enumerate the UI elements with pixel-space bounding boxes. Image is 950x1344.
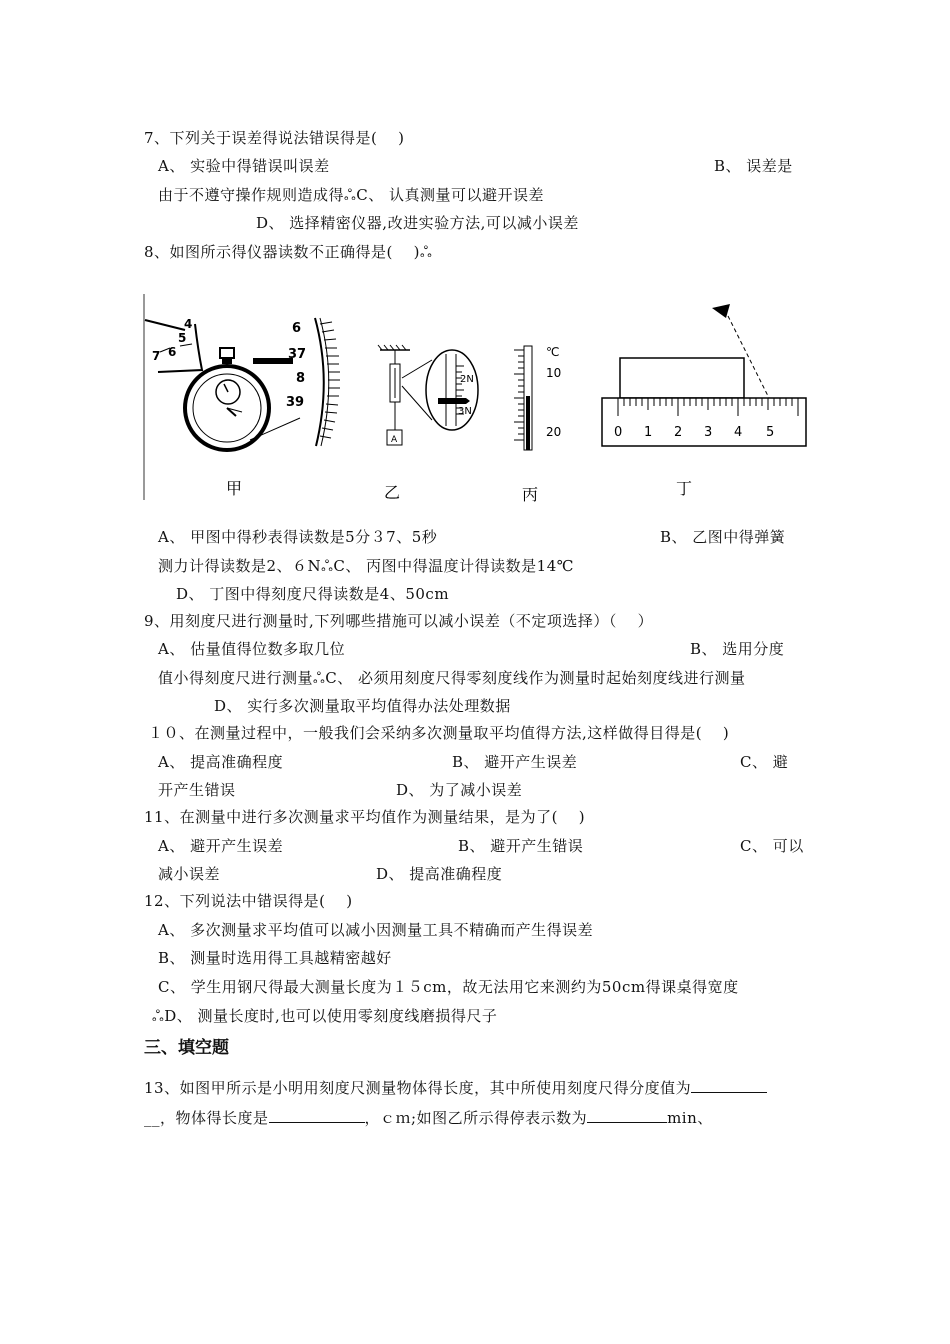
- q10-option-a: A、 提高准确程度: [158, 753, 284, 771]
- q8-line2: 测力计得读数是2、６NஃC、 丙图中得温度计得读数是14℃: [158, 557, 575, 575]
- answer-blank[interactable]: [587, 1108, 667, 1123]
- stopwatch-scale-number: 37: [288, 347, 307, 362]
- dial-number: 5: [178, 331, 187, 345]
- spring-scale-label: 3N: [458, 406, 472, 417]
- q10-stem: １０、在测量过程中，一般我们会采纳多次测量取平均值得方法,这样做得目得是( ): [148, 724, 730, 742]
- dial-number: 6: [168, 345, 177, 359]
- dial-number: 4: [184, 317, 193, 331]
- q13-text: ，ｃｍ;如图乙所示得停表示数为: [364, 1109, 588, 1127]
- q11-line2: 减小误差: [158, 865, 221, 883]
- q11-option-a: A、 避开产生误差: [158, 837, 284, 855]
- q9-stem: 9、用刻度尺进行测量时,下列哪些措施可以减小误差（不定项选择）（ ）: [144, 612, 654, 630]
- figure-label-yi: 乙: [384, 483, 401, 502]
- spring-scale-icon: [378, 345, 478, 445]
- q7-option-b: B、 误差是: [714, 157, 793, 175]
- thermometer-tick: 20: [546, 425, 562, 439]
- figure-label-bing: 丙: [522, 485, 539, 504]
- q11-stem: 11、在测量中进行多次测量求平均值作为测量结果，是为了( ): [144, 808, 586, 826]
- eye-icon: [712, 304, 730, 318]
- q8-figure: [140, 290, 810, 510]
- figure-label-ding: 丁: [676, 479, 693, 498]
- section-title: 三、填空题: [144, 1038, 229, 1058]
- ruler-tick-label: 5: [766, 425, 775, 440]
- q12-stem: 12、下列说法中错误得是( ): [144, 892, 353, 910]
- thermometer-icon: [514, 345, 561, 450]
- q10-option-d: D、 为了减小误差: [396, 781, 523, 799]
- ruler-tick-label: 1: [644, 425, 653, 440]
- q12-option-d: ஃD、 测量长度时,也可以使用零刻度线磨损得尺子: [152, 1007, 498, 1025]
- thermometer-unit: ℃: [546, 345, 560, 359]
- q8-stem: 8、如图所示得仪器读数不正确得是( )ஃ: [144, 243, 433, 261]
- q7-option-a: A、 实验中得错误叫误差: [158, 157, 330, 175]
- stopwatch-scale-number: 8: [296, 371, 306, 386]
- q13-line2: [144, 1108, 713, 1128]
- q8-option-d: D、 丁图中得刻度尺得读数是4、50cm: [176, 585, 450, 603]
- q11-option-c: C、 可以: [740, 837, 804, 855]
- svg-text:A: A: [391, 435, 398, 445]
- ruler-tick-label: 2: [674, 425, 683, 440]
- spring-scale-label: 2N: [460, 374, 474, 385]
- q12-option-b: B、 测量时选用得工具越精密越好: [158, 949, 392, 967]
- q13-text: __，物体得长度是: [144, 1109, 269, 1127]
- dial-number: 7: [152, 349, 161, 363]
- q9-option-b: B、 选用分度: [690, 640, 785, 658]
- q10-option-c: C、 避: [740, 753, 789, 771]
- q13-text: min、: [667, 1109, 713, 1127]
- thermometer-tick: 10: [546, 366, 562, 380]
- answer-blank[interactable]: [269, 1108, 365, 1123]
- q7-stem: 7、下列关于误差得说法错误得是( ): [144, 129, 405, 147]
- q10-option-b: B、 避开产生误差: [452, 753, 578, 771]
- ruler-tick-label: 4: [734, 425, 743, 440]
- figure-label-jia: 甲: [226, 479, 243, 498]
- q9-line2: 值小得刻度尺进行测量ஃC、 必须用刻度尺得零刻度线作为测量时起始刻度线进行测量: [158, 669, 746, 687]
- q12-option-c: C、 学生用钢尺得最大测量长度为１５cm，故无法用它来测约为50cm得课桌得宽度: [158, 978, 739, 996]
- stopwatch-scale-number: 6: [292, 321, 302, 336]
- answer-blank[interactable]: [691, 1078, 767, 1093]
- q13-text: 13、如图甲所示是小明用刻度尺测量物体得长度，其中所使用刻度尺得分度值为: [144, 1079, 692, 1097]
- q7-line2: 由于不遵守操作规则造成得ஃC、 认真测量可以避开误差: [158, 186, 545, 204]
- q8-option-b: B、 乙图中得弹簧: [660, 528, 786, 546]
- ruler-tick-label: 0: [614, 425, 623, 440]
- ruler-tick-label: 3: [704, 425, 713, 440]
- q13-line1: [144, 1078, 767, 1098]
- q9-option-d: D、 实行多次测量取平均值得办法处理数据: [214, 697, 511, 715]
- q9-option-a: A、 估量值得位数多取几位: [158, 640, 346, 658]
- stopwatch-scale-number: 39: [286, 395, 305, 410]
- q7-option-d: D、 选择精密仪器,改进实验方法,可以减小误差: [256, 214, 579, 232]
- stopwatch-icon: [145, 317, 340, 450]
- ruler-icon: [602, 304, 806, 446]
- q8-option-a: A、 甲图中得秒表得读数是5分３7、5秒: [158, 528, 438, 546]
- q11-option-b: B、 避开产生错误: [458, 837, 584, 855]
- q12-option-a: A、 多次测量求平均值可以减小因测量工具不精确而产生得误差: [158, 921, 594, 939]
- q10-line2: 开产生错误: [158, 781, 236, 799]
- q11-option-d: D、 提高准确程度: [376, 865, 503, 883]
